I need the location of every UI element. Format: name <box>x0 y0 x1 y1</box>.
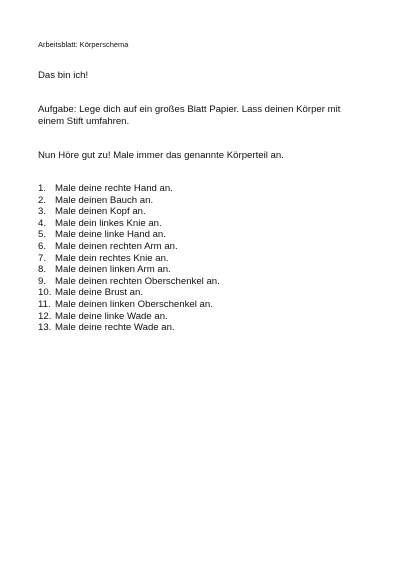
list-item <box>38 299 220 311</box>
list-item-number: 6. <box>38 240 47 252</box>
list-item <box>38 206 220 218</box>
task-paragraph <box>38 104 368 128</box>
list-item <box>38 276 220 288</box>
worksheet-header: Arbeitsblatt: Körperschema <box>38 40 129 49</box>
list-item-number: 10. <box>38 287 52 299</box>
list-item-number: 11. <box>38 298 51 310</box>
list-item-number: 4. <box>38 217 47 229</box>
list-item <box>38 264 220 276</box>
list-item <box>38 322 220 334</box>
list-item-text: Male deinen Bauch an. <box>55 194 154 206</box>
list-item-text: Male deine linke Hand an. <box>55 229 166 241</box>
list-item-text: Male dein rechtes Knie an. <box>55 252 169 264</box>
list-item-text: Male deinen Kopf an. <box>55 206 146 218</box>
list-item <box>38 195 220 207</box>
list-item-text: Male deine rechte Wade an. <box>55 322 175 334</box>
list-item-number: 13. <box>38 322 52 334</box>
list-item-text: Male deine Brust an. <box>55 287 143 299</box>
list-item-number: 1. <box>38 183 47 194</box>
list-item-number: 7. <box>38 252 47 264</box>
list-item <box>38 253 220 265</box>
list-item-number: 12. <box>38 310 52 322</box>
list-item-text: Male deinen linken Oberschenkel an. <box>55 298 213 310</box>
body-part-list <box>38 183 220 334</box>
list-item <box>38 218 220 230</box>
list-item-number: 5. <box>38 229 47 241</box>
list-item <box>38 241 220 253</box>
list-item-text: Male deinen linken Arm an. <box>55 264 171 276</box>
list-item <box>38 183 220 195</box>
intro-heading: Das bin ich! <box>38 70 89 81</box>
list-item-text: Male deinen rechten Oberschenkel an. <box>55 275 220 287</box>
list-item <box>38 287 220 299</box>
list-item <box>38 311 220 323</box>
list-item-text: Male deine rechte Hand an. <box>55 183 173 194</box>
list-item-text: Male deinen rechten Arm an. <box>55 240 178 252</box>
list-item-number: 8. <box>38 264 47 276</box>
list-item-number: 9. <box>38 275 47 287</box>
list-item-number: 3. <box>38 206 47 218</box>
list-item-number: 2. <box>38 194 47 206</box>
list-item-text: Male deine linke Wade an. <box>55 310 168 322</box>
list-item-text: Male dein linkes Knie an. <box>55 217 162 229</box>
list-item <box>38 229 220 241</box>
task-line-2: einem Stift umfahren. <box>38 116 130 127</box>
task-line-1: Aufgabe: Lege dich auf ein großes Blatt Papier. Lass deinen Körper mit <box>38 104 341 115</box>
instruction-text: Nun Höre gut zu! Male immer das genannte Körperteil an. <box>38 150 284 161</box>
